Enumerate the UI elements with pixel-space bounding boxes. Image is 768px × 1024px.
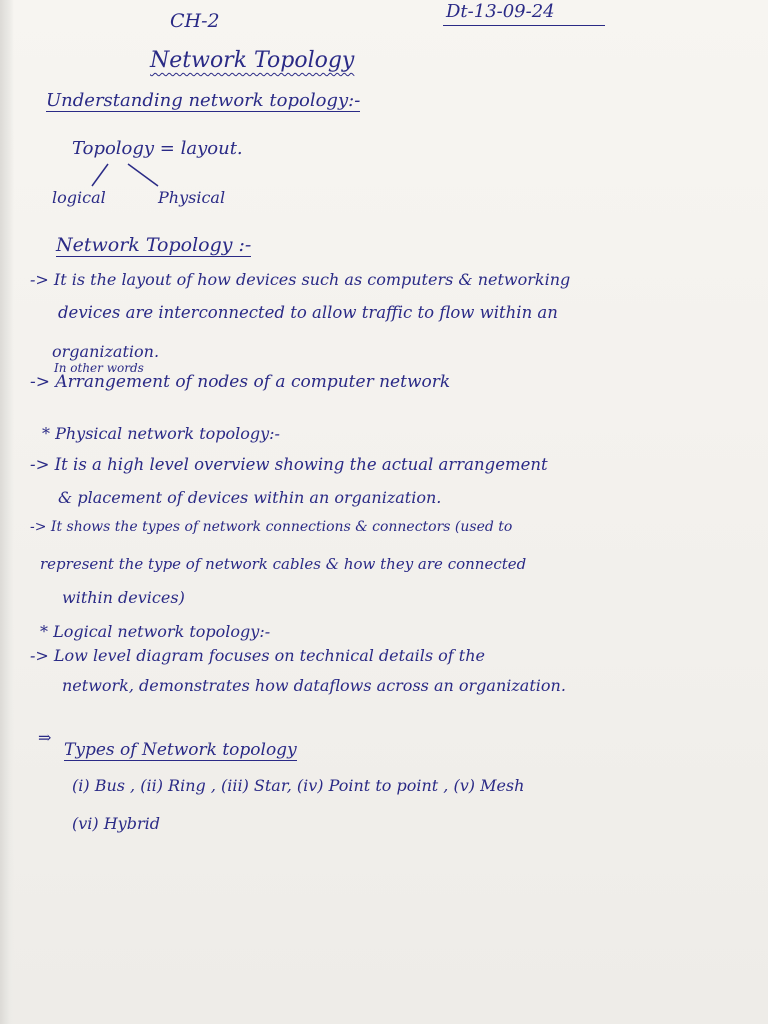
- branch-physical: Physical: [158, 188, 226, 207]
- in-other-words-note: In other words: [54, 361, 144, 375]
- network-topology-line-2: devices are interconnected to allow traffic to flow within an: [58, 303, 558, 322]
- logical-line-2: network, demonstrates how dataflows across an organization.: [62, 676, 566, 695]
- physical-line-5: within devices): [62, 588, 185, 607]
- date-underline: [443, 25, 605, 26]
- physical-line-3: -> It shows the types of network connections & connectors (used to: [30, 519, 513, 535]
- branch-logical: logical: [52, 188, 106, 207]
- types-line-1: (i) Bus , (ii) Ring , (iii) Star, (iv) Point to point , (v) Mesh: [72, 776, 525, 795]
- chapter-label: CH-2: [170, 10, 220, 32]
- types-heading: [64, 742, 297, 761]
- page-binding-shadow: [0, 0, 14, 1024]
- network-topology-line-1: -> It is the layout of how devices such as computers & networking: [30, 270, 571, 289]
- physical-line-4: represent the type of network cables & how they are connected: [40, 555, 527, 573]
- topology-branch-lines: [80, 158, 180, 190]
- physical-line-1: -> It is a high level overview showing the actual arrangement: [30, 455, 548, 474]
- topology-equation: Topology = layout.: [72, 138, 243, 159]
- logical-heading: * Logical network topology:-: [40, 622, 271, 641]
- bullet-arrow-icon: ⇒: [38, 728, 52, 747]
- logical-line-1: -> Low level diagram focuses on technical details of the: [30, 646, 485, 665]
- network-topology-line-4: -> Arrangement of nodes of a computer network: [30, 372, 451, 392]
- types-line-2: (vi) Hybrid: [72, 814, 160, 833]
- page-title: Network Topology: [150, 48, 355, 73]
- physical-heading: * Physical network topology:-: [42, 424, 280, 443]
- network-topology-line-3: organization.: [52, 342, 160, 361]
- types-heading-text: Types of Network topology: [64, 740, 297, 760]
- date-label: Dt-13-09-24: [446, 1, 555, 22]
- understanding-heading: [46, 92, 360, 112]
- physical-line-2: & placement of devices within an organization.: [58, 488, 442, 507]
- network-topology-heading-text: Network Topology :-: [56, 234, 252, 256]
- network-topology-heading: [56, 236, 251, 257]
- understanding-heading-text: Understanding network topology:-: [46, 90, 361, 111]
